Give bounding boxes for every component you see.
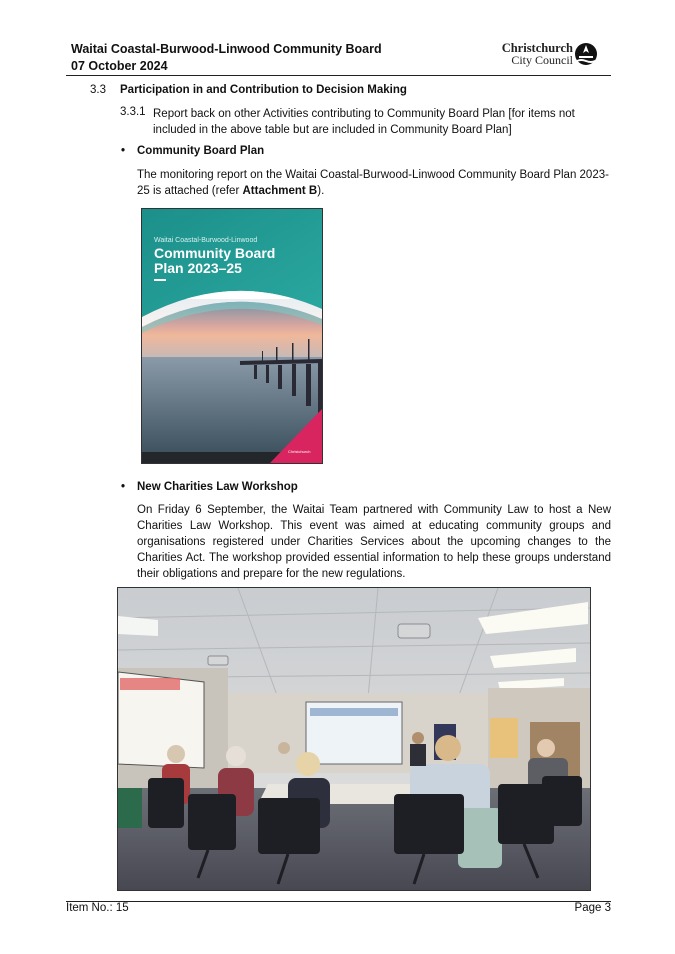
board-name: Waitai Coastal-Burwood-Linwood Community Board <box>71 42 382 56</box>
logo-line1: Christchurch <box>501 41 573 55</box>
bullet-marker: • <box>121 481 126 493</box>
cover-logo-text: Christchurch <box>288 449 311 454</box>
bullet-marker: • <box>121 145 126 157</box>
bullet-community-board-plan <box>121 145 264 157</box>
section-number: 3.3 <box>90 84 106 96</box>
plan-paragraph <box>137 167 611 199</box>
bullet-title: Community Board Plan <box>137 145 265 157</box>
subsection-text: Report back on other Activities contributing to Community Board Plan [for items not included in the above table but are included in Community Board Plan] <box>153 108 575 136</box>
page-number: Page 3 <box>574 902 611 914</box>
cover-title-rule <box>154 279 166 281</box>
item-number: Item No.: 15 <box>66 902 129 914</box>
cathedral-emblem-icon <box>574 42 598 68</box>
bullet-charities-workshop <box>121 481 298 493</box>
council-logo <box>497 42 601 68</box>
logo-line2: City Council <box>511 53 573 67</box>
attachment-reference: Attachment B <box>242 185 318 197</box>
cover-small-title: Waitai Coastal-Burwood-Linwood <box>154 237 258 244</box>
workshop-paragraph: On Friday 6 September, the Waitai Team partnered with Community Law to host a New Charities Law Workshop. This event was aimed at educating community groups and organisations registered under Charities Services about the upcoming changes to the Charities Act. The workshop provided essential information to help these groups understand their obligations and prepare for the new regulations. <box>137 504 611 580</box>
bullet-title: New Charities Law Workshop <box>137 481 298 493</box>
subsection-number: 3.3.1 <box>120 106 146 118</box>
plan-cover-image <box>141 208 323 464</box>
workshop-photo <box>117 587 591 891</box>
section-title: Participation in and Contribution to Decision Making <box>120 84 407 96</box>
header-rule <box>66 75 611 76</box>
plan-text-end: ). <box>317 185 325 197</box>
plan-text: The monitoring report on the Waitai Coastal-Burwood-Linwood Community Board Plan 2023-25 is attached (refer <box>137 169 609 197</box>
meeting-date: 07 October 2024 <box>71 59 168 73</box>
cover-title-line1: Community Board <box>154 245 276 261</box>
cover-title-line2: Plan 2023–25 <box>154 260 242 276</box>
footer-rule <box>66 901 611 902</box>
